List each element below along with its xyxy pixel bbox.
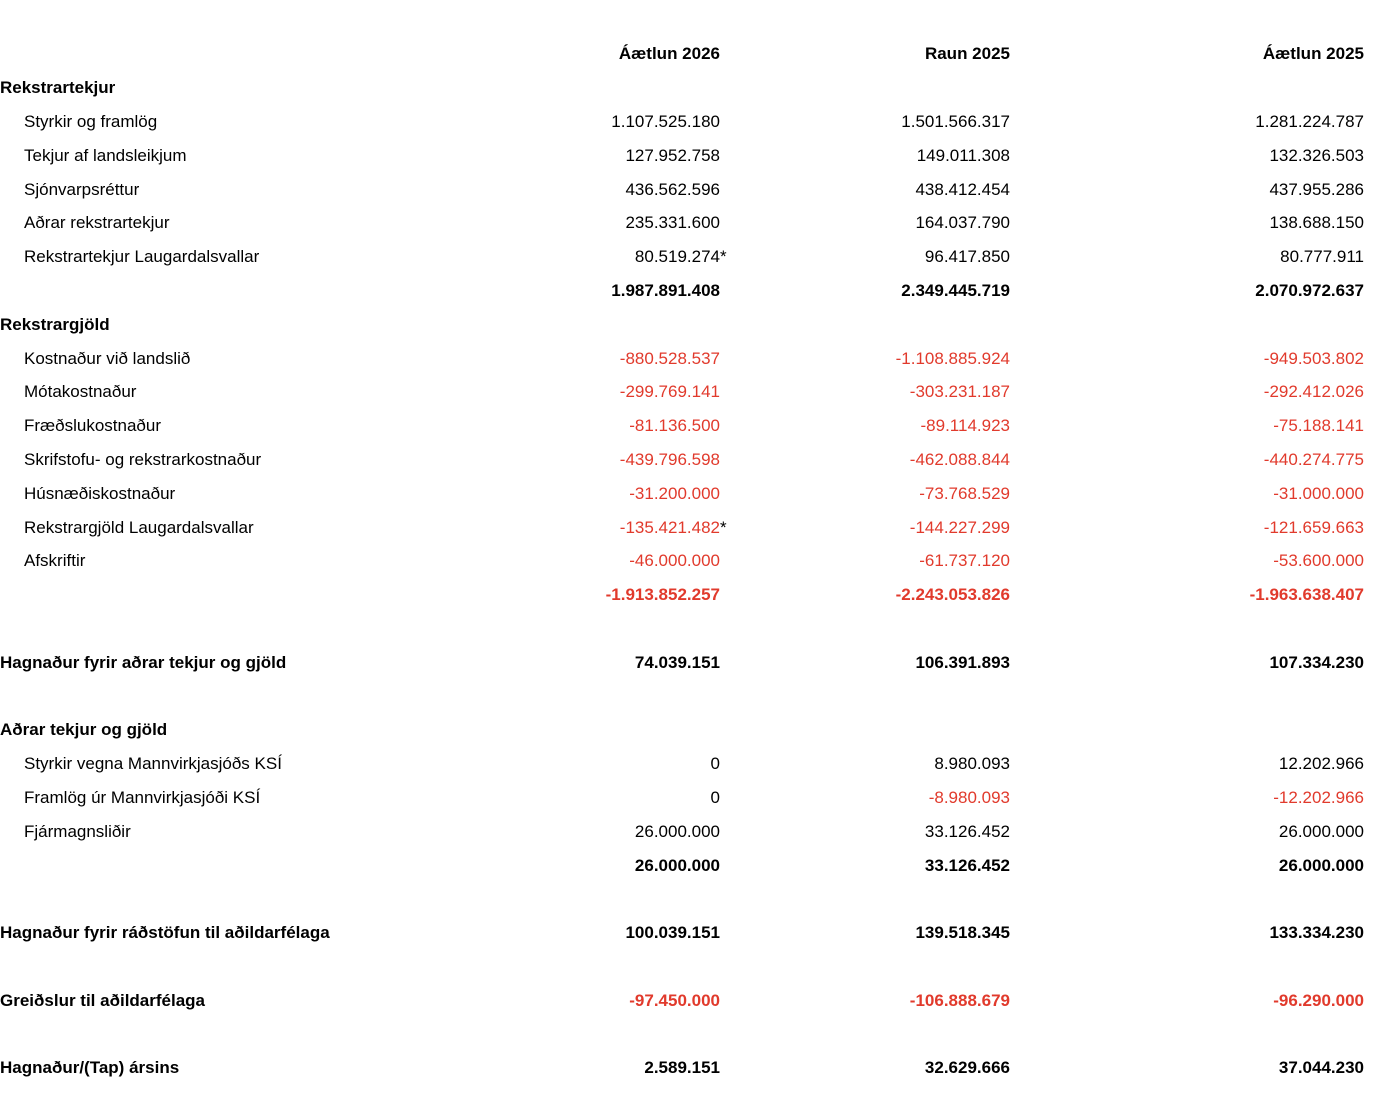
right-gap (1364, 510, 1373, 544)
value-aaetlun-2025: 138.688.150 (1269, 213, 1364, 233)
right-gap (1364, 645, 1373, 679)
empty-cell (534, 882, 720, 916)
note-cell (720, 341, 760, 375)
section-row (0, 307, 1373, 341)
row-label: Greiðslur til aðildarfélaga (0, 990, 206, 1010)
item-row (0, 341, 1373, 375)
value-raun-2025: -462.088.844 (909, 449, 1010, 469)
row-label: Framlög úr Mannvirkjasjóði KSÍ (24, 787, 261, 807)
spacer-row (0, 1017, 1373, 1051)
row-label: Kostnaður við landslið (24, 348, 191, 368)
empty-cell (720, 713, 760, 747)
spacer-row (0, 612, 1373, 646)
empty-cell (1364, 71, 1373, 105)
total-row (0, 848, 1373, 882)
value-aaetlun-2026: 2.589.151 (644, 1058, 720, 1078)
value-aaetlun-2025: 133.334.230 (1269, 923, 1364, 943)
row-label: Afskriftir (24, 551, 86, 571)
row-label: Fjármagnsliðir (24, 821, 131, 841)
item-row (0, 544, 1373, 578)
footnote-asterisk: * (720, 517, 727, 537)
item-row (0, 138, 1373, 172)
value-aaetlun-2025: 26.000.000 (1278, 821, 1364, 841)
empty-cell (1010, 882, 1364, 916)
item-row (0, 476, 1373, 510)
empty-cell (1364, 950, 1373, 984)
note-cell (720, 916, 760, 950)
value-raun-2025: 149.011.308 (916, 145, 1010, 165)
item-row (0, 747, 1373, 781)
value-aaetlun-2025: 132.326.503 (1269, 145, 1364, 165)
row-label (0, 578, 534, 612)
item-row (0, 443, 1373, 477)
note-cell (720, 274, 760, 308)
right-gap (1364, 781, 1373, 815)
empty-cell (1364, 612, 1373, 646)
empty-cell (534, 950, 720, 984)
item-row (0, 409, 1373, 443)
value-aaetlun-2026: 1.987.891.408 (611, 280, 720, 300)
empty-cell (720, 1017, 760, 1051)
row-label: Hagnaður/(Tap) ársins (0, 1058, 180, 1078)
financial-table (0, 37, 1373, 1085)
item-row (0, 510, 1373, 544)
row-label: Skrifstofu- og rekstrarkostnaður (24, 449, 262, 469)
total-row (0, 578, 1373, 612)
empty-cell (1010, 1017, 1364, 1051)
empty-cell (1010, 71, 1364, 105)
section-row (0, 713, 1373, 747)
value-aaetlun-2026: 100.039.151 (625, 923, 720, 943)
row-label (0, 679, 534, 713)
value-raun-2025: -8.980.093 (928, 787, 1010, 807)
row-label: Aðrar tekjur og gjöld (0, 720, 168, 740)
value-raun-2025: -1.108.885.924 (895, 348, 1010, 368)
note-cell (720, 476, 760, 510)
value-raun-2025: -61.737.120 (919, 551, 1010, 571)
empty-cell (720, 71, 760, 105)
row-label (0, 848, 534, 882)
value-aaetlun-2026: 1.107.525.180 (611, 111, 720, 131)
empty-cell (720, 679, 760, 713)
note-cell (720, 814, 760, 848)
value-aaetlun-2026: 74.039.151 (634, 652, 720, 672)
row-label (0, 612, 534, 646)
value-raun-2025: -106.888.679 (909, 990, 1010, 1010)
empty-cell (534, 713, 720, 747)
note-cell (720, 848, 760, 882)
item-row (0, 105, 1373, 139)
row-label: Rekstrartekjur Laugardalsvallar (24, 247, 260, 267)
empty-cell (1364, 1017, 1373, 1051)
right-gap (1364, 274, 1373, 308)
empty-cell (1364, 882, 1373, 916)
right-gap (1364, 240, 1373, 274)
empty-cell (534, 679, 720, 713)
value-aaetlun-2025: -292.412.026 (1263, 382, 1364, 402)
spacer-row (0, 882, 1373, 916)
right-gap (1364, 578, 1373, 612)
value-aaetlun-2026: -880.528.537 (619, 348, 720, 368)
empty-cell (534, 1017, 720, 1051)
value-aaetlun-2025: -440.274.775 (1263, 449, 1364, 469)
value-aaetlun-2026: -81.136.500 (629, 416, 720, 436)
right-gap (1364, 476, 1373, 510)
column-header-aaetlun-2025: Áætlun 2025 (1262, 44, 1364, 64)
right-gap (1364, 105, 1373, 139)
value-raun-2025: -2.243.053.826 (895, 585, 1010, 605)
note-cell (720, 172, 760, 206)
row-label: Rekstrargjöld Laugardalsvallar (24, 517, 254, 537)
value-raun-2025: 2.349.445.719 (901, 280, 1010, 300)
right-gap (1364, 1051, 1373, 1085)
value-aaetlun-2026: 127.952.758 (625, 145, 720, 165)
row-label: Hagnaður fyrir ráðstöfun til aðildarfélaga (0, 923, 330, 943)
value-aaetlun-2026: -31.200.000 (629, 483, 720, 503)
value-aaetlun-2025: 80.777.911 (1280, 247, 1364, 267)
value-aaetlun-2025: 1.281.224.787 (1255, 111, 1364, 131)
empty-cell (760, 882, 1010, 916)
value-aaetlun-2026: -97.450.000 (629, 990, 720, 1010)
value-raun-2025: 33.126.452 (924, 821, 1010, 841)
summary-row (0, 645, 1373, 679)
row-label (0, 882, 534, 916)
value-aaetlun-2026: -439.796.598 (619, 449, 720, 469)
value-aaetlun-2026: 26.000.000 (634, 821, 720, 841)
value-aaetlun-2025: 437.955.286 (1269, 179, 1364, 199)
note-cell (720, 645, 760, 679)
value-aaetlun-2025: 12.202.966 (1278, 754, 1364, 774)
row-label: Mótakostnaður (24, 382, 137, 402)
right-gap (1364, 916, 1373, 950)
empty-cell (1364, 713, 1373, 747)
value-aaetlun-2025: -96.290.000 (1273, 990, 1364, 1010)
item-row (0, 814, 1373, 848)
value-aaetlun-2025: -31.000.000 (1273, 483, 1364, 503)
value-aaetlun-2026: 26.000.000 (634, 855, 720, 875)
empty-cell (760, 71, 1010, 105)
empty-cell (760, 307, 1010, 341)
summary-row (0, 1051, 1373, 1085)
value-raun-2025: 8.980.093 (934, 754, 1010, 774)
value-aaetlun-2026: 436.562.596 (625, 179, 720, 199)
value-raun-2025: 1.501.566.317 (901, 111, 1010, 131)
note-cell (720, 578, 760, 612)
row-label: Aðrar rekstrartekjur (24, 213, 170, 233)
note-cell (720, 747, 760, 781)
column-header-aaetlun-2026: Áætlun 2026 (618, 44, 720, 64)
empty-cell (1364, 679, 1373, 713)
empty-cell (760, 612, 1010, 646)
empty-cell (1010, 950, 1364, 984)
value-raun-2025: -73.768.529 (919, 483, 1010, 503)
value-aaetlun-2026: 0 (710, 754, 720, 774)
spacer-row (0, 950, 1373, 984)
empty-cell (1010, 307, 1364, 341)
value-aaetlun-2025: 2.070.972.637 (1255, 280, 1364, 300)
value-raun-2025: -303.231.187 (909, 382, 1010, 402)
empty-cell (1010, 713, 1364, 747)
note-cell (720, 1051, 760, 1085)
value-aaetlun-2025: 37.044.230 (1278, 1058, 1364, 1078)
value-aaetlun-2026: -299.769.141 (619, 382, 720, 402)
summary-row (0, 983, 1373, 1017)
value-raun-2025: 32.629.666 (924, 1058, 1010, 1078)
item-row (0, 240, 1373, 274)
row-label: Húsnæðiskostnaður (24, 483, 176, 503)
row-label: Fræðslukostnaður (24, 416, 162, 436)
summary-row (0, 916, 1373, 950)
row-label: Styrkir vegna Mannvirkjasjóðs KSÍ (24, 754, 282, 774)
note-cell (720, 443, 760, 477)
empty-cell (720, 612, 760, 646)
value-aaetlun-2025: -121.659.663 (1263, 517, 1364, 537)
empty-cell (1010, 679, 1364, 713)
right-gap (1364, 206, 1373, 240)
right-gap (1364, 172, 1373, 206)
value-raun-2025: -144.227.299 (909, 517, 1010, 537)
spacer-row (0, 679, 1373, 713)
table-body (0, 71, 1373, 1085)
empty-cell (760, 950, 1010, 984)
value-aaetlun-2025: -1.963.638.407 (1249, 585, 1364, 605)
empty-cell (534, 71, 720, 105)
item-row (0, 781, 1373, 815)
value-raun-2025: 106.391.893 (915, 652, 1010, 672)
note-cell (720, 138, 760, 172)
value-aaetlun-2025: 26.000.000 (1278, 855, 1364, 875)
right-gap (1364, 138, 1373, 172)
right-gap (1364, 747, 1373, 781)
row-label (0, 274, 534, 308)
value-aaetlun-2025: -53.600.000 (1273, 551, 1364, 571)
value-raun-2025: 139.518.345 (915, 923, 1010, 943)
value-aaetlun-2026: 0 (710, 787, 720, 807)
value-aaetlun-2026: -135.421.482 (619, 517, 720, 537)
value-aaetlun-2025: -12.202.966 (1273, 787, 1364, 807)
column-header-raun-2025: Raun 2025 (924, 44, 1010, 64)
empty-cell (760, 713, 1010, 747)
right-gap (1364, 814, 1373, 848)
note-cell (720, 206, 760, 240)
item-row (0, 206, 1373, 240)
value-aaetlun-2026: 235.331.600 (625, 213, 720, 233)
value-aaetlun-2026: -46.000.000 (629, 551, 720, 571)
value-raun-2025: -89.114.923 (920, 416, 1010, 436)
row-label (0, 950, 534, 984)
value-aaetlun-2025: -75.188.141 (1273, 416, 1364, 436)
note-cell (720, 544, 760, 578)
value-raun-2025: 438.412.454 (915, 179, 1010, 199)
item-row (0, 172, 1373, 206)
right-gap (1364, 409, 1373, 443)
value-aaetlun-2026: 80.519.274 (634, 247, 720, 267)
row-label: Rekstrartekjur (0, 78, 116, 98)
value-aaetlun-2026: -1.913.852.257 (605, 585, 720, 605)
header-note-spacer (720, 37, 760, 71)
right-gap (1364, 848, 1373, 882)
note-cell (720, 105, 760, 139)
column-header-row (0, 37, 1373, 71)
row-label: Tekjur af landsleikjum (24, 145, 187, 165)
value-raun-2025: 164.037.790 (915, 213, 1010, 233)
item-row (0, 375, 1373, 409)
right-gap (1364, 544, 1373, 578)
header-spacer (0, 37, 534, 71)
note-cell (720, 375, 760, 409)
right-gap (1364, 341, 1373, 375)
empty-cell (534, 307, 720, 341)
empty-cell (760, 679, 1010, 713)
empty-cell (1010, 612, 1364, 646)
total-row (0, 274, 1373, 308)
empty-cell (760, 1017, 1010, 1051)
row-label: Hagnaður fyrir aðrar tekjur og gjöld (0, 652, 287, 672)
note-cell (720, 781, 760, 815)
empty-cell (534, 612, 720, 646)
row-label (0, 1017, 534, 1051)
right-gap (1364, 443, 1373, 477)
note-cell (720, 409, 760, 443)
right-gap (1364, 375, 1373, 409)
empty-cell (720, 882, 760, 916)
value-raun-2025: 33.126.452 (924, 855, 1010, 875)
row-label: Rekstrargjöld (0, 314, 110, 334)
empty-cell (720, 307, 760, 341)
value-aaetlun-2025: -949.503.802 (1263, 348, 1364, 368)
right-gap (1364, 983, 1373, 1017)
section-row (0, 71, 1373, 105)
value-aaetlun-2025: 107.334.230 (1269, 652, 1364, 672)
empty-cell (720, 950, 760, 984)
footnote-asterisk: * (720, 247, 727, 267)
row-label: Sjónvarpsréttur (24, 179, 140, 199)
header-right-gap (1364, 37, 1373, 71)
empty-cell (1364, 307, 1373, 341)
value-raun-2025: 96.417.850 (924, 247, 1010, 267)
row-label: Styrkir og framlög (24, 111, 158, 131)
note-cell (720, 983, 760, 1017)
